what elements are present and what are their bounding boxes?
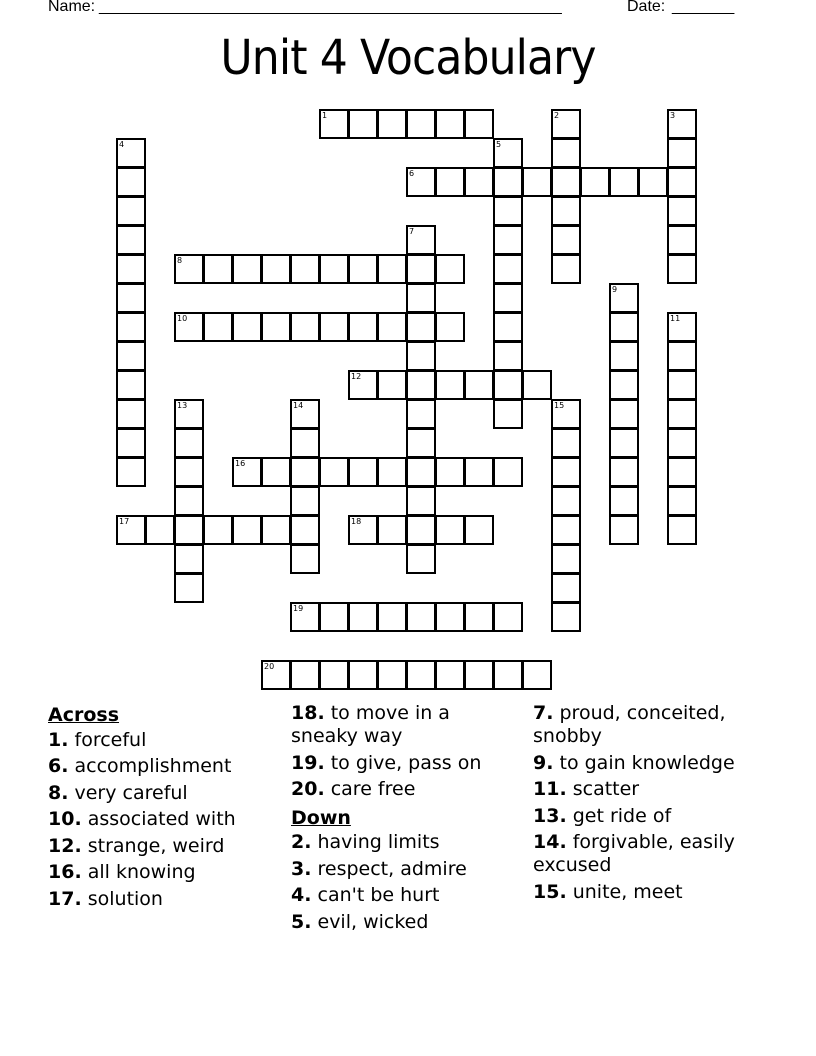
clue-down-7: 7. proud, conceited, snobby [533,702,726,747]
grid-cell[interactable] [406,370,436,400]
name-field[interactable]: ____________________________________________________ [99,0,562,15]
grid-cell[interactable] [174,254,204,284]
grid-cell[interactable] [406,341,436,371]
grid-cell[interactable] [406,109,436,139]
grid-cell[interactable] [116,196,146,226]
grid-cell[interactable] [116,225,146,255]
grid-cell[interactable] [290,428,320,458]
clue-down-4: 4. can't be hurt [291,884,440,906]
grid-cell[interactable] [290,544,320,574]
grid-cell[interactable] [348,602,378,632]
grid-cell[interactable] [232,312,262,342]
clue-number: 4 [119,140,125,149]
clue-column-2 [291,702,521,937]
grid-cell[interactable] [551,544,581,574]
grid-cell[interactable] [493,602,523,632]
grid-cell[interactable] [435,660,465,690]
date-field[interactable]: _______ [672,0,735,15]
grid-cell[interactable] [232,515,262,545]
grid-cell[interactable] [203,515,233,545]
grid-cell[interactable] [609,167,639,197]
grid-cell[interactable] [551,225,581,255]
grid-cell[interactable] [638,167,668,197]
grid-cell[interactable] [174,428,204,458]
grid-cell[interactable] [609,341,639,371]
grid-cell[interactable] [348,660,378,690]
page-title: Unit 4 Vocabulary [220,30,596,86]
grid-cell[interactable] [348,312,378,342]
clue-across-17: 17. solution [48,887,163,910]
grid-cell[interactable] [464,602,494,632]
grid-cell[interactable] [435,312,465,342]
grid-cell[interactable] [435,602,465,632]
grid-cell[interactable] [493,399,523,429]
clue-down-3: 3. respect, admire [291,857,467,880]
clue-number: 3 [670,111,676,120]
clue-number: 8 [177,256,183,265]
grid-cell[interactable] [290,515,320,545]
grid-cell[interactable] [377,370,407,400]
grid-cell[interactable] [551,602,581,632]
grid-cell[interactable] [261,457,291,487]
clue-down-13: 13. get ride of [533,804,672,827]
clue-column-1 [48,702,278,914]
grid-cell[interactable] [319,312,349,342]
clue-across-20: 20. care free [291,778,416,800]
grid-cell[interactable] [667,138,697,168]
grid-cell[interactable] [377,660,407,690]
grid-cell[interactable] [406,428,436,458]
grid-cell[interactable] [522,660,552,690]
grid-cell[interactable] [493,341,523,371]
grid-cell[interactable] [406,544,436,574]
clue-number: 13 [177,401,188,410]
grid-cell[interactable] [116,399,146,429]
clue-down-14: 14. forgivable, easily excused [533,831,735,876]
grid-cell[interactable] [261,254,291,284]
grid-cell[interactable] [551,196,581,226]
grid-cell[interactable] [464,109,494,139]
grid-cell[interactable] [551,515,581,545]
grid-cell[interactable] [116,312,146,342]
grid-cell[interactable] [522,167,552,197]
grid-cell[interactable] [174,457,204,487]
grid-cell[interactable] [174,544,204,574]
clue-across-16: 16. all knowing [48,861,196,883]
grid-cell[interactable] [609,515,639,545]
grid-cell[interactable] [435,109,465,139]
clue-down-15: 15. unite, meet [533,880,683,903]
clue-across-18: 18. to move in a sneaky way [291,702,450,747]
name-label: Name: [48,0,96,15]
clue-number: 14 [293,401,304,410]
grid-cell[interactable] [203,312,233,342]
clue-across-1: 1. forceful [48,728,147,751]
grid-cell[interactable] [464,370,494,400]
grid-cell[interactable] [551,428,581,458]
grid-cell[interactable] [290,312,320,342]
grid-cell[interactable] [406,457,436,487]
grid-cell[interactable] [261,312,291,342]
grid-cell[interactable] [116,370,146,400]
grid-cell[interactable] [377,457,407,487]
clue-number: 11 [670,314,681,323]
grid-cell[interactable] [667,254,697,284]
clue-number: 6 [409,169,415,178]
grid-cell[interactable] [609,312,639,342]
grid-cell[interactable] [290,457,320,487]
grid-cell[interactable] [232,254,262,284]
clue-number: 1 [322,111,328,120]
grid-cell[interactable] [493,370,523,400]
grid-cell[interactable] [667,341,697,371]
grid-cell[interactable] [290,602,320,632]
grid-cell[interactable] [493,457,523,487]
grid-cell[interactable] [493,196,523,226]
grid-cell[interactable] [377,109,407,139]
grid-cell[interactable] [406,254,436,284]
grid-cell[interactable] [145,515,175,545]
grid-cell[interactable] [406,660,436,690]
clue-number: 15 [554,401,565,410]
grid-cell[interactable] [348,109,378,139]
grid-cell[interactable] [406,515,436,545]
grid-cell[interactable] [667,428,697,458]
grid-cell[interactable] [290,254,320,284]
grid-cell[interactable] [290,399,320,429]
grid-cell[interactable] [667,167,697,197]
clue-number: 18 [351,517,362,526]
grid-cell[interactable] [348,254,378,284]
grid-cell[interactable] [551,399,581,429]
grid-cell[interactable] [609,457,639,487]
clue-number: 9 [612,285,618,294]
grid-cell[interactable] [116,167,146,197]
clue-down-2: 2. having limits [291,831,440,853]
grid-cell[interactable] [319,457,349,487]
grid-cell[interactable] [667,312,697,342]
clue-number: 2 [554,111,560,120]
grid-cell[interactable] [580,167,610,197]
grid-cell[interactable] [667,225,697,255]
clue-number: 20 [264,662,275,671]
clue-down-9: 9. to gain knowledge [533,751,735,774]
grid-cell[interactable] [493,254,523,284]
grid-cell[interactable] [116,457,146,487]
grid-cell[interactable] [377,515,407,545]
grid-cell[interactable] [609,399,639,429]
grid-cell[interactable] [319,254,349,284]
grid-cell[interactable] [174,515,204,545]
grid-cell[interactable] [261,660,291,690]
grid-cell[interactable] [174,573,204,603]
grid-cell[interactable] [174,486,204,516]
grid-cell[interactable] [319,109,349,139]
grid-cell[interactable] [551,138,581,168]
grid-cell[interactable] [377,254,407,284]
grid-cell[interactable] [493,225,523,255]
clue-across-8: 8. very careful [48,781,188,804]
grid-cell[interactable] [667,370,697,400]
clue-across-6: 6. accomplishment [48,755,232,777]
grid-cell[interactable] [290,660,320,690]
grid-cell[interactable] [319,602,349,632]
grid-cell[interactable] [667,457,697,487]
grid-cell[interactable] [174,399,204,429]
grid-cell[interactable] [377,312,407,342]
grid-cell[interactable] [667,196,697,226]
grid-cell[interactable] [667,486,697,516]
grid-cell[interactable] [609,283,639,313]
clue-across-19: 19. to give, pass on [291,751,482,774]
grid-cell[interactable] [116,428,146,458]
grid-cell[interactable] [551,109,581,139]
grid-cell[interactable] [493,167,523,197]
grid-cell[interactable] [551,254,581,284]
clue-across-10: 10. associated with [48,808,236,830]
grid-cell[interactable] [493,283,523,313]
grid-cell[interactable] [609,370,639,400]
grid-cell[interactable] [435,370,465,400]
across-heading: Across [48,704,120,726]
clue-number: 10 [177,314,188,323]
grid-cell[interactable] [406,602,436,632]
grid-cell[interactable] [435,515,465,545]
grid-cell[interactable] [406,225,436,255]
grid-cell[interactable] [348,457,378,487]
clue-number: 19 [293,604,304,613]
grid-cell[interactable] [522,370,552,400]
grid-cell[interactable] [406,283,436,313]
grid-cell[interactable] [348,370,378,400]
grid-cell[interactable] [667,515,697,545]
grid-cell[interactable] [493,138,523,168]
grid-cell[interactable] [116,283,146,313]
grid-cell[interactable] [116,254,146,284]
grid-cell[interactable] [551,167,581,197]
grid-cell[interactable] [261,515,291,545]
grid-cell[interactable] [493,312,523,342]
clue-across-12: 12. strange, weird [48,834,225,857]
grid-cell[interactable] [435,254,465,284]
grid-cell[interactable] [116,341,146,371]
grid-cell[interactable] [174,312,204,342]
grid-cell[interactable] [203,254,233,284]
grid-cell[interactable] [116,515,146,545]
grid-cell[interactable] [551,486,581,516]
grid-cell[interactable] [406,167,436,197]
clue-number: 12 [351,372,362,381]
grid-cell[interactable] [290,486,320,516]
grid-cell[interactable] [493,660,523,690]
grid-cell[interactable] [435,457,465,487]
clue-number: 5 [496,140,502,149]
grid-cell[interactable] [232,457,262,487]
grid-cell[interactable] [464,167,494,197]
grid-cell[interactable] [406,399,436,429]
clue-down-11: 11. scatter [533,778,640,800]
grid-cell[interactable] [464,515,494,545]
grid-cell[interactable] [435,167,465,197]
grid-cell[interactable] [116,138,146,168]
clue-number: 17 [119,517,130,526]
clue-column-3 [533,702,763,907]
grid-cell[interactable] [464,457,494,487]
grid-cell[interactable] [348,515,378,545]
grid-cell[interactable] [609,486,639,516]
clue-down-5: 5. evil, wicked [291,910,429,933]
grid-cell[interactable] [406,312,436,342]
grid-cell[interactable] [551,573,581,603]
date-label: Date: [627,0,666,15]
grid-cell[interactable] [551,457,581,487]
grid-cell[interactable] [406,486,436,516]
down-heading: Down [291,806,351,829]
grid-cell[interactable] [319,660,349,690]
clue-number: 7 [409,227,415,236]
grid-cell[interactable] [667,399,697,429]
clue-number: 16 [235,459,246,468]
grid-cell[interactable] [464,660,494,690]
grid-cell[interactable] [377,602,407,632]
grid-cell[interactable] [667,109,697,139]
grid-cell[interactable] [609,428,639,458]
